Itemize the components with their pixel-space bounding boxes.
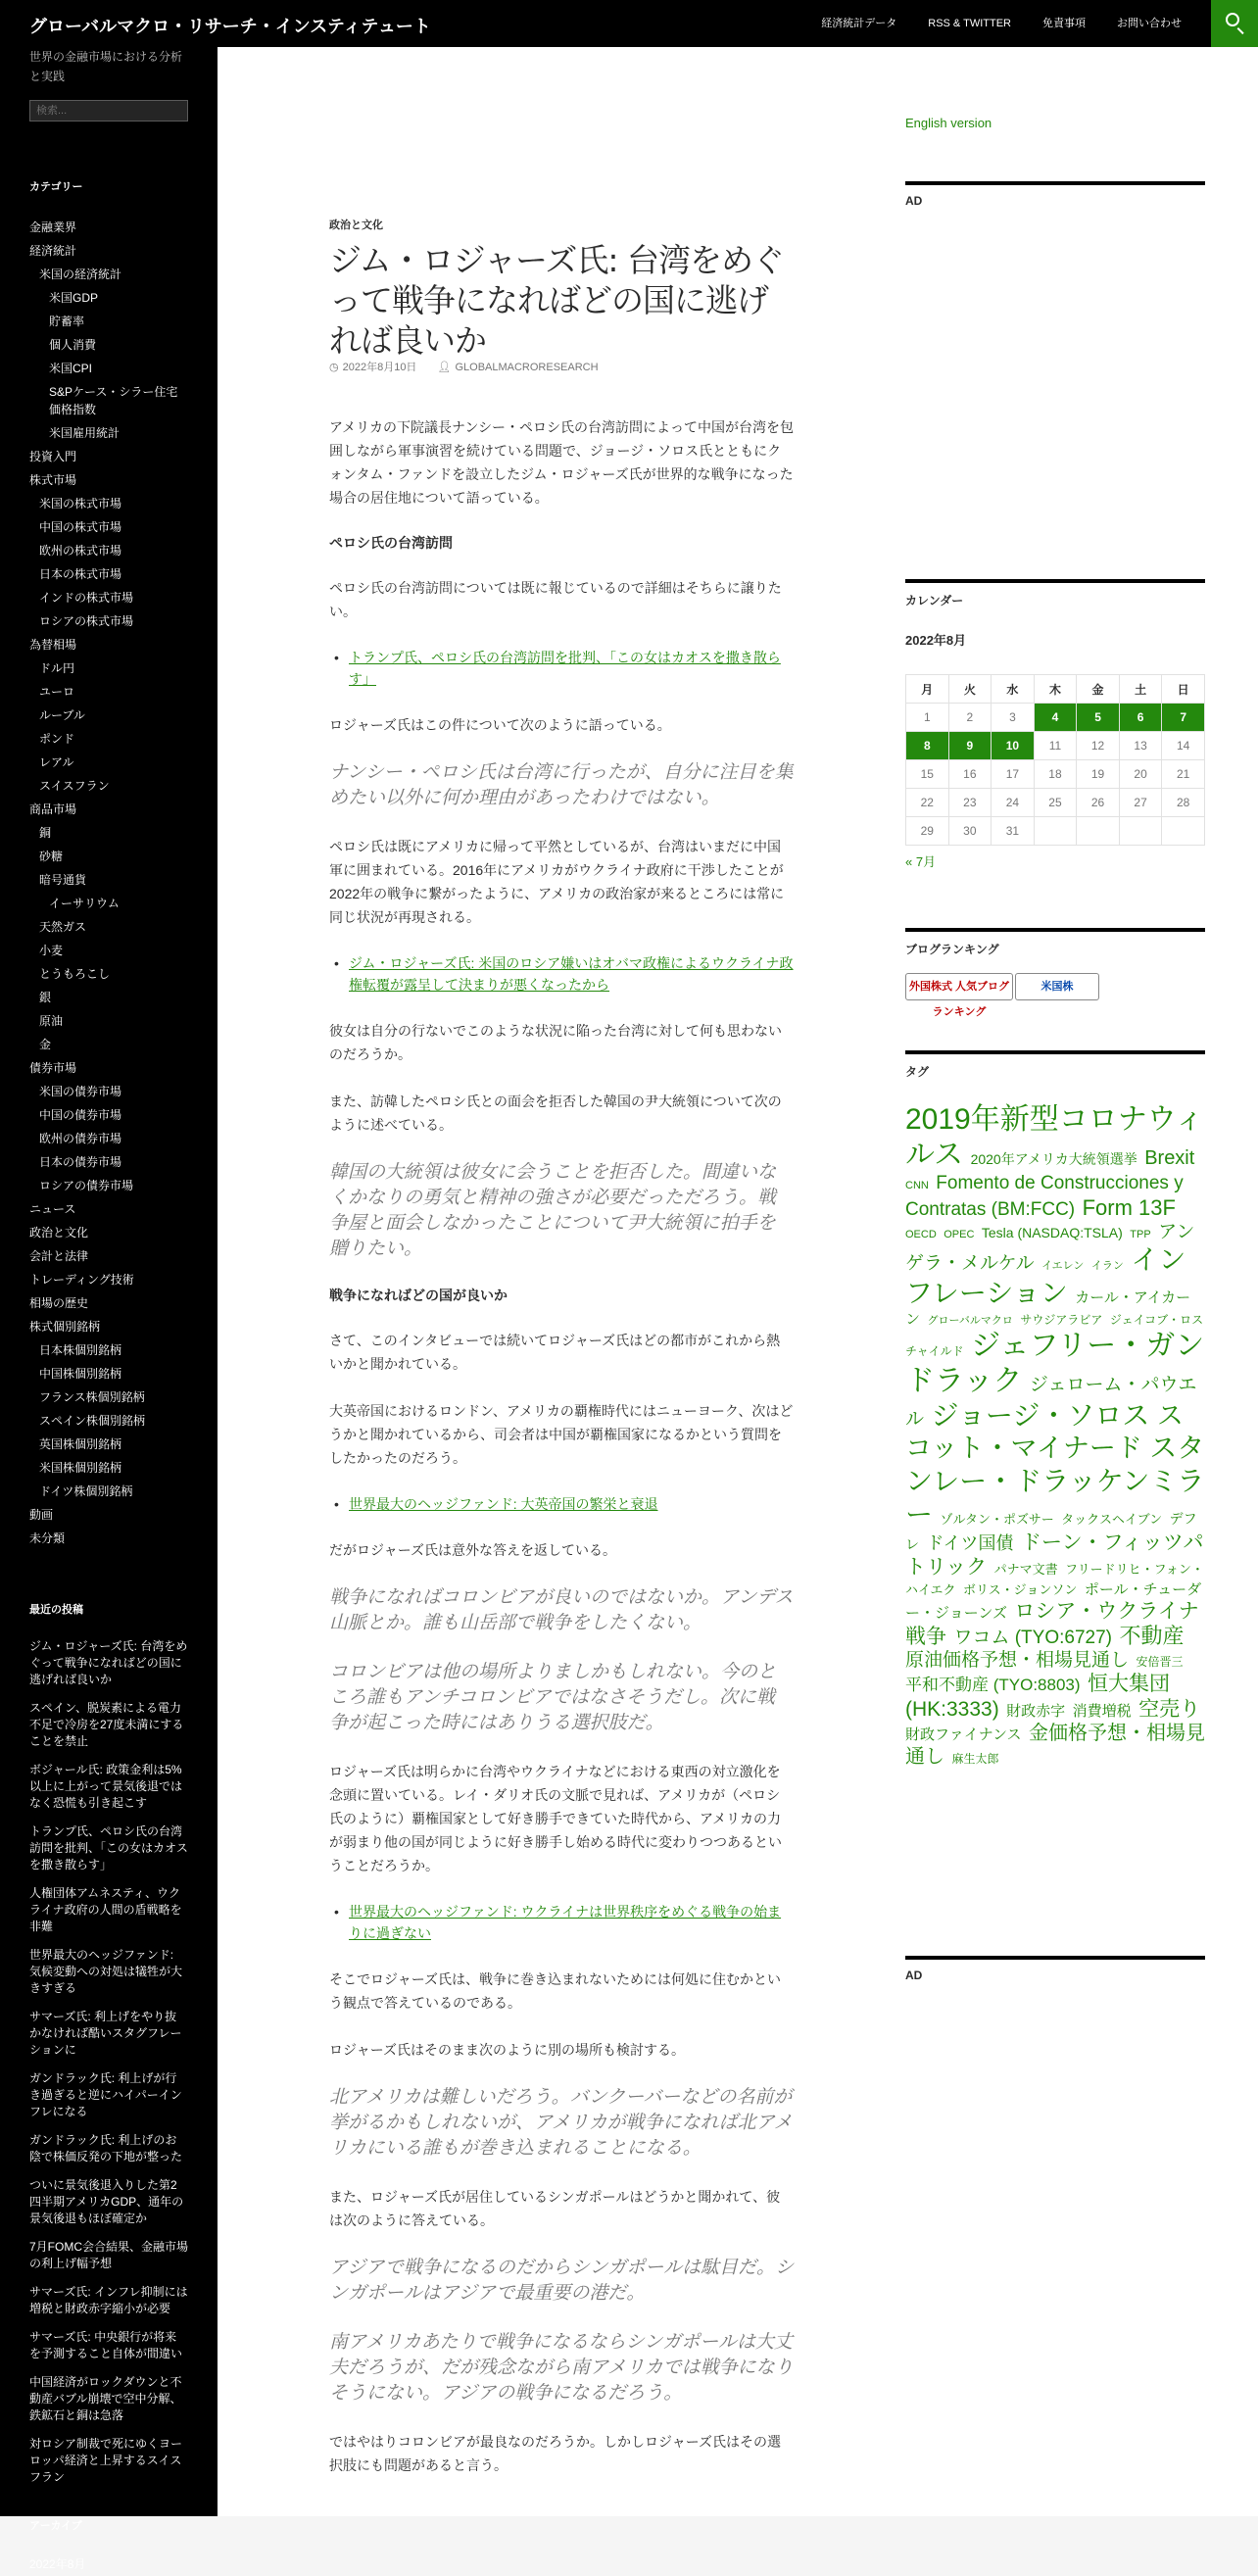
search-toggle-button[interactable] <box>1211 0 1258 47</box>
paragraph: ではやはりコロンビアが最良なのだろうか。しかしロジャーズ氏はその選択肢にも問題があると言う。 <box>329 2434 782 2473</box>
tag-link[interactable]: Form 13F <box>1082 1194 1176 1220</box>
weekday-header: 火 <box>948 675 992 704</box>
ad-title: AD <box>905 194 923 208</box>
weekday-header: 金 <box>1077 675 1120 704</box>
calendar-day: 3 <box>992 704 1035 732</box>
category-item[interactable]: 金融業界 <box>29 220 77 234</box>
ad-widget <box>905 181 1205 208</box>
tag-link[interactable]: ゾルタン・ポズサー <box>940 1511 1054 1527</box>
recent-post-link[interactable]: 対ロシア制裁で死にゆくヨーロッパ経済と上昇するスイスフラン <box>29 2437 183 2484</box>
category-item[interactable]: 中国株個別銘柄 <box>39 1367 122 1381</box>
tag-cloud <box>905 1102 1205 1769</box>
calendar-day: 13 <box>1119 732 1162 760</box>
paragraph: だがロジャーズ氏は意外な答えを返している。 <box>329 1542 617 1558</box>
tag-link[interactable]: 消費増税 <box>1072 1702 1132 1720</box>
section-heading: ペロシ氏の台湾訪問 <box>329 535 453 551</box>
nav-item[interactable]: RSS & TWITTER <box>928 18 1011 29</box>
calendar-day: 23 <box>948 789 992 817</box>
paragraph: また、訪韓したペロシ氏との面会を拒否した韓国の尹大統領について次のように述べている。 <box>329 1094 782 1133</box>
recent-post-link[interactable]: サマーズ氏: 中央銀行が将来を予測すること自体が間違い <box>29 2330 183 2360</box>
clock-icon: ◷ <box>329 362 339 373</box>
category-item[interactable]: 債券市場 <box>29 1061 77 1075</box>
weekday-header: 月 <box>906 675 949 704</box>
category-item[interactable]: 欧州の株式市場 <box>39 544 122 558</box>
calendar-day: 12 <box>1077 732 1120 760</box>
ad-title-2: AD <box>905 1968 923 1982</box>
tag-link[interactable]: スコット・マイナード <box>905 1400 1184 1464</box>
tag-link[interactable]: アンゲラ・メルケル <box>905 1221 1195 1275</box>
ranking-title: ブログランキング <box>905 943 999 956</box>
tag-link[interactable]: ドーン・フィッツパトリック <box>905 1531 1204 1580</box>
recent-post-link[interactable]: 中国経済がロックダウンと不動産バブル崩壊で空中分解、鉄鉱石と銅は急落 <box>29 2375 182 2422</box>
related-post-link[interactable]: ジム・ロジャーズ氏: 米国のロシア嫌いはオバマ政権によるウクライナ政権転覆が露呈して決まりが悪くなったから <box>349 955 794 993</box>
category-item[interactable]: 相場の歴史 <box>29 1296 89 1310</box>
related-post-link[interactable]: 世界最大のヘッジファンド: 大英帝国の繁栄と衰退 <box>349 1496 658 1512</box>
tag-link[interactable]: カール・アイカーン <box>905 1288 1191 1328</box>
category-item[interactable]: 経済統計 <box>29 244 77 258</box>
category-item[interactable]: とうもろこし <box>39 967 111 981</box>
category-item[interactable]: 中国の株式市場 <box>39 520 122 534</box>
category-item[interactable]: 暗号通貨 <box>39 873 87 887</box>
category-item[interactable]: 動画 <box>29 1508 54 1522</box>
blockquote: コロンビアは他の場所よりましかもしれない。今のところ誰もアンチコロンビアではなさそうだし。次に戦争が起こった時にはありうる選択肢だ。 <box>329 1662 777 1733</box>
post-title: ジム・ロジャーズ氏: 台湾をめぐって戦争になればどの国に逃げれば良いか <box>329 241 784 360</box>
category-item[interactable]: 米国の株式市場 <box>39 497 122 510</box>
calendar-day: 19 <box>1077 760 1120 789</box>
blockquote: 韓国の大統領は彼女に会うことを拒否した。間違いなくかなりの勇気と精神の強さが必要だっただろう。戦争屋と面会しなかったことについて尹大統領に拍手を贈りたい。 <box>329 1162 777 1259</box>
calendar-day <box>1077 817 1120 846</box>
categories-title: カテゴリー <box>29 181 83 193</box>
calendar-day[interactable]: 10 <box>992 732 1035 760</box>
calendar-day[interactable]: 4 <box>1034 704 1077 732</box>
tags-widget <box>905 1050 1205 1080</box>
tag-link[interactable]: 金価格予想・相場見通し <box>905 1722 1205 1768</box>
weekday-header: 木 <box>1034 675 1077 704</box>
category-item[interactable]: イーサリウム <box>49 897 120 910</box>
category-item[interactable]: 会計と法律 <box>29 1249 89 1263</box>
search-input[interactable] <box>29 100 188 122</box>
blockquote: 戦争になればコロンビアが良いのではないか。アンデス山脈とか。誰も山岳部で戦争をしたくない。 <box>329 1587 794 1633</box>
tag-link[interactable]: CNN <box>905 1180 929 1191</box>
category-item[interactable]: 金 <box>39 1038 52 1051</box>
calendar-day: 27 <box>1119 789 1162 817</box>
ranking-badge-us-stocks[interactable]: 米国株 <box>1015 973 1099 1000</box>
tag-link[interactable]: 2020年アメリカ大統領選挙 <box>970 1151 1137 1167</box>
tag-link[interactable]: イラン <box>1090 1260 1124 1273</box>
tag-link[interactable]: ジェローム・パウエル <box>905 1374 1197 1430</box>
archive-item[interactable]: 2022年8月 <box>29 2557 86 2571</box>
tag-link[interactable]: 財政赤字 <box>1006 1702 1066 1720</box>
blockquote: アジアで戦争になるのだからシンガポールは駄目だ。シンガポールはアジアで最重要の港だ。 <box>329 2258 794 2304</box>
category-item[interactable]: 原油 <box>39 1014 64 1028</box>
related-post-link[interactable]: 世界最大のヘッジファンド: ウクライナは世界秩序をめぐる戦争の始まりに過ぎない <box>349 1904 782 1941</box>
calendar-day: 11 <box>1034 732 1077 760</box>
calendar-day: 24 <box>992 789 1035 817</box>
paragraph: ロジャーズ氏は明らかに台湾やウクライナなどにおける東西の対立激化を念頭に置いている。レイ・ダリオ氏の文脈で見れば、アメリカが（ペロシ氏のように）覇権国家として好き勝手できていた時代から、アメリカの力が弱まり他の国が同じように好き勝手し始める時代に変わりつつあるということだろうか。 <box>329 1764 782 1873</box>
tag-link[interactable]: 2019年新型コロナウィルス <box>905 1103 1204 1171</box>
category-item[interactable]: 米国CPI <box>49 362 93 375</box>
calendar-day: 25 <box>1034 789 1077 817</box>
category-item[interactable]: S&Pケース・シラー住宅価格指数 <box>49 385 178 416</box>
paragraph: また、ロジャーズ氏が居住しているシンガポールはどうかと聞かれて、彼は次のように答えている。 <box>329 2189 781 2228</box>
category-item[interactable]: 中国の債券市場 <box>39 1108 122 1122</box>
site-tagline: 世界の金融市場における分析と実践 <box>29 50 183 83</box>
tag-link[interactable]: 財政ファイナンス <box>905 1725 1022 1743</box>
post-category[interactable]: 政治と文化 <box>329 219 383 231</box>
calendar-day: 14 <box>1162 732 1205 760</box>
calendar-day: 16 <box>948 760 992 789</box>
tag-link[interactable]: デフレ <box>905 1510 1197 1553</box>
nav-item[interactable]: お問い合わせ <box>1117 18 1182 29</box>
user-icon: 👤︎ <box>437 362 452 373</box>
calendar-day: 20 <box>1119 760 1162 789</box>
calendar-day: 15 <box>906 760 949 789</box>
tag-link[interactable]: パナマ文書 <box>993 1562 1058 1578</box>
recent-post-link[interactable]: 人権団体アムネスティ、ウクライナ政府の人間の盾戦略を非難 <box>29 1886 182 1933</box>
category-item[interactable]: ドイツ株個別銘柄 <box>39 1484 133 1498</box>
category-item[interactable]: 株式市場 <box>29 473 77 487</box>
calendar-day: 17 <box>992 760 1035 789</box>
paragraph: ロジャーズ氏はそのまま次のように別の場所も検討する。 <box>329 2042 686 2058</box>
category-item[interactable]: 商品市場 <box>29 802 77 816</box>
calendar-day <box>1119 817 1162 846</box>
post-date[interactable]: 2022年8月10日 <box>342 362 417 373</box>
tag-link[interactable]: インフレーション <box>905 1244 1186 1308</box>
calendar-day: 30 <box>948 817 992 846</box>
tag-link[interactable]: Fomento de Construcciones y Contratas (BM:FCC) <box>905 1173 1184 1220</box>
tag-link[interactable]: フリードリヒ・フォン・ハイエク <box>905 1562 1204 1597</box>
category-item[interactable]: ポンド <box>39 732 75 746</box>
tag-link[interactable]: 平和不動産 (TYO:8803) <box>905 1676 1081 1695</box>
category-item[interactable]: 米国の経済統計 <box>39 267 122 281</box>
calendar-widget <box>905 579 1205 608</box>
recent-post-link[interactable]: ついに景気後退入りした第2四半期アメリカGDP、通年の景気後退もほぼ確定か <box>29 2178 184 2225</box>
tag-link[interactable]: 恒大集団 (HK:3333) <box>905 1673 1170 1721</box>
main-content <box>218 47 1258 2516</box>
ranking-widget <box>905 928 1205 957</box>
archive-title: アーカイブ <box>29 2520 82 2532</box>
tag-link[interactable]: イエレン <box>1041 1260 1085 1273</box>
calendar-day: 18 <box>1034 760 1077 789</box>
paragraph: 大英帝国におけるロンドン、アメリカの覇権時代にはニューヨーク、次はどうかと聞かれているから、司会者は中国が覇権国家になるかという質問をしたかったのだろう。 <box>329 1403 794 1466</box>
paragraph: そこでロジャーズ氏は、戦争に巻き込まれないためには何処に住むかという観点で答えているのである。 <box>329 1971 782 2011</box>
left-sidebar <box>0 47 218 2571</box>
category-item[interactable]: 貯蓄率 <box>49 315 85 328</box>
calendar-day: 31 <box>992 817 1035 846</box>
tag-link[interactable]: サウジアラビア <box>1020 1312 1103 1327</box>
blockquote: 北アメリカは難しいだろう。バンクーバーなどの名前が挙がるかもしれないが、アメリカが戦争になれば北アメリカにいる誰もが巻き込まれることになる。 <box>329 2087 793 2159</box>
ad-widget-2 <box>905 1956 1205 1982</box>
category-item[interactable]: ロシアの株式市場 <box>39 614 134 628</box>
calendar-day: 28 <box>1162 789 1205 817</box>
category-item[interactable]: 日本株個別銘柄 <box>39 1343 122 1357</box>
calendar-day: 2 <box>948 704 992 732</box>
tag-link[interactable]: ジェイコブ・ロスチャイルド <box>905 1312 1204 1358</box>
category-item[interactable]: 日本の株式市場 <box>39 567 122 581</box>
tag-link[interactable]: ポール・チューダー・ジョーンズ <box>905 1580 1202 1622</box>
category-item[interactable]: 英国株個別銘柄 <box>39 1437 122 1451</box>
category-item[interactable]: 米国株個別銘柄 <box>39 1461 122 1475</box>
paragraph: ペロシ氏の台湾訪問については既に報じているので詳細はそちらに譲りたい。 <box>329 580 782 619</box>
category-item[interactable]: 政治と文化 <box>29 1226 89 1239</box>
category-item[interactable]: 銅 <box>39 826 52 840</box>
tag-link[interactable]: グローバルマクロ <box>927 1314 1013 1327</box>
recent-post-link[interactable]: サマーズ氏: 利上げをやり抜かなければ酷いスタグフレーションに <box>29 2010 182 2057</box>
category-item[interactable]: 未分類 <box>29 1531 66 1545</box>
tag-link[interactable]: ロシア・ウクライナ戦争 <box>905 1599 1199 1648</box>
category-item[interactable]: 為替相場 <box>29 638 77 652</box>
tag-link[interactable]: ドイツ国債 <box>926 1533 1014 1554</box>
site-title[interactable]: グローバルマクロ・リサーチ・インスティテュート <box>29 17 431 36</box>
recent-post-link[interactable]: ジム・ロジャーズ氏: 台湾をめぐって戦争になればどの国に逃げれば良いか <box>29 1639 188 1686</box>
recent-post-link[interactable]: スペイン、脱炭素による電力不足で冷房を27度未満にすることを禁止 <box>29 1701 184 1748</box>
calendar-table <box>905 674 1205 846</box>
category-item[interactable]: 銀 <box>39 991 52 1004</box>
category-item[interactable]: 天然ガス <box>39 920 87 934</box>
related-post-item <box>329 1901 794 1944</box>
category-item[interactable]: フランス株個別銘柄 <box>39 1390 145 1404</box>
paragraph: アメリカの下院議長ナンシー・ペロシ氏の台湾訪問によって中国が台湾を包囲しながら軍事演習を続けている問題で、ジョージ・ソロス氏とともにクォンタム・ファンドを設立したジム・ロジャーズ氏が世界的な戦争になった場合の居住地について語っている。 <box>329 419 794 506</box>
post-meta <box>329 359 616 374</box>
calendar-title: カレンダー <box>905 594 964 608</box>
category-item[interactable]: 米国雇用統計 <box>49 426 121 440</box>
calendar-day[interactable]: 6 <box>1119 704 1162 732</box>
category-item[interactable]: 米国の債券市場 <box>39 1085 122 1098</box>
calendar-day <box>1034 817 1077 846</box>
post-body <box>329 415 794 2501</box>
nav-item[interactable]: 経済統計データ <box>821 18 897 29</box>
related-post-link[interactable]: トランプ氏、ペロシ氏の台湾訪問を批判、「この女はカオスを撒き散らす」 <box>349 650 781 687</box>
tag-link[interactable]: タックスヘイブン <box>1061 1511 1163 1527</box>
blockquote: 南アメリカあたりで戦争になるならシンガポールは大丈夫だろうが、だが残念ながら南アメリカでは戦争になりそうにない。アジアの戦争になるだろう。 <box>329 2332 794 2404</box>
calendar-day[interactable]: 7 <box>1162 704 1205 732</box>
recent-post-link[interactable]: 7月FOMC会合結果、金融市場の利上げ幅予想 <box>29 2240 189 2270</box>
recent-posts-list <box>29 1638 188 2486</box>
primary-nav <box>805 0 1197 47</box>
category-item[interactable]: 小麦 <box>39 944 64 957</box>
tag-link[interactable]: TPP <box>1130 1228 1151 1240</box>
calendar-day: 21 <box>1162 760 1205 789</box>
related-post-item <box>329 1493 794 1515</box>
related-post-item <box>329 647 794 690</box>
category-item[interactable]: 日本の債券市場 <box>39 1155 122 1169</box>
tags-title: タグ <box>905 1065 930 1079</box>
category-item[interactable]: インドの株式市場 <box>39 591 134 605</box>
recent-post-link[interactable]: ボジャール氏: 政策金利は5%以上に上がって景気後退ではなく恐慌も引き起こす <box>29 1763 183 1810</box>
calendar-day[interactable]: 9 <box>948 732 992 760</box>
tag-link[interactable]: 原油価格予想・相場見通し <box>905 1649 1130 1671</box>
calendar-day: 26 <box>1077 789 1120 817</box>
tag-link[interactable]: ジェフリー・ガンドラック <box>905 1329 1205 1397</box>
recent-post-link[interactable]: サマーズ氏: インフレ抑制には増税と財政赤字縮小が必要 <box>29 2285 188 2315</box>
tag-link[interactable]: 安倍晋三 <box>1136 1654 1184 1669</box>
category-list <box>29 216 188 1550</box>
blockquote: ナンシー・ペロシ氏は台湾に行ったが、自分に注目を集めたい以外に何か理由があったわけではない。 <box>329 762 794 808</box>
tag-link[interactable]: ワコム (TYO:6727) <box>953 1627 1112 1648</box>
tag-link[interactable]: ジョージ・ソロス <box>931 1399 1150 1431</box>
calendar-caption: 2022年8月 <box>905 633 967 648</box>
calendar-day[interactable]: 8 <box>906 732 949 760</box>
section-heading: 戦争になればどの国が良いか <box>329 1288 508 1303</box>
tag-link[interactable]: Tesla (NASDAQ:TSLA) <box>981 1224 1123 1240</box>
ranking-badge-foreign-stocks[interactable]: 外国株式 人気ブログランキング <box>905 973 1013 1000</box>
tag-link[interactable]: ボリス・ジョンソン <box>962 1581 1078 1597</box>
related-post-item <box>329 952 794 996</box>
category-item[interactable]: 米国GDP <box>49 291 99 305</box>
calendar-day: 29 <box>906 817 949 846</box>
recent-post-link[interactable]: トランプ氏、ペロシ氏の台湾訪問を批判、「この女はカオスを撒き散らす」 <box>29 1824 188 1871</box>
search-icon <box>1226 13 1239 26</box>
weekday-header: 土 <box>1119 675 1162 704</box>
tag-link[interactable]: OECD <box>905 1228 937 1240</box>
paragraph: さて、このインタビューでは続いてロジャーズ氏はどの都市がこれから熱いかと聞かれている。 <box>329 1333 781 1372</box>
category-item[interactable]: ニュース <box>29 1202 76 1216</box>
tag-link[interactable]: 空売り <box>1138 1697 1201 1721</box>
recent-post-link[interactable]: 世界最大のヘッジファンド: 気候変動への対処は犠牲が大きすぎる <box>29 1948 183 1995</box>
weekday-header: 日 <box>1162 675 1205 704</box>
category-item[interactable]: スイスフラン <box>39 779 110 793</box>
prev-month-link[interactable]: « 7月 <box>905 854 937 869</box>
calendar-day[interactable]: 5 <box>1077 704 1120 732</box>
nav-item[interactable]: 免責事項 <box>1042 18 1086 29</box>
tag-link[interactable]: 麻生太郎 <box>951 1751 999 1766</box>
category-item[interactable]: ロシアの債券市場 <box>39 1179 134 1192</box>
tag-link[interactable]: 不動産 <box>1119 1623 1185 1648</box>
category-item[interactable]: 欧州の債券市場 <box>39 1132 122 1145</box>
calendar-day: 1 <box>906 704 949 732</box>
paragraph: ペロシ氏は既にアメリカに帰って平然としているが、台湾はいまだに中国軍に囲まれている。2016年にアメリカがウクライナ政府に干渉したことが2022年の戦争に繋がったように、アメリカの政治家が来るところには常に同じ状況が再現される。 <box>329 839 785 925</box>
tag-link[interactable]: スタンレー・ドラッケンミラー <box>905 1433 1205 1530</box>
tag-link[interactable]: Brexit <box>1144 1147 1195 1169</box>
weekday-header: 水 <box>992 675 1035 704</box>
tag-link[interactable]: OPEC <box>944 1228 975 1240</box>
recent-post-link[interactable]: ガンドラック氏: 利上げが行き過ぎると逆にハイパーインフレになる <box>29 2071 182 2118</box>
calendar-day: 22 <box>906 789 949 817</box>
category-item[interactable]: ドル円 <box>39 661 75 675</box>
recent-posts-title: 最近の投稿 <box>29 1604 83 1616</box>
category-item[interactable]: レアル <box>39 755 74 769</box>
english-version-link[interactable]: English version <box>905 116 992 130</box>
category-item[interactable]: 株式個別銘柄 <box>29 1320 101 1334</box>
category-item[interactable]: 砂糖 <box>39 850 64 863</box>
calendar-day <box>1162 817 1205 846</box>
top-bar <box>0 0 1258 47</box>
category-item[interactable]: ユーロ <box>39 685 75 699</box>
category-item[interactable]: スペイン株個別銘柄 <box>39 1414 146 1428</box>
post-author[interactable]: GLOBALMACRORESEARCH <box>455 362 599 373</box>
recent-post-link[interactable]: ガンドラック氏: 利上げのお陰で株価反発の下地が整った <box>29 2133 183 2163</box>
category-item[interactable]: トレーディング技術 <box>29 1273 134 1287</box>
paragraph: ロジャーズ氏はこの件について次のように語っている。 <box>329 717 671 733</box>
category-item[interactable]: 個人消費 <box>49 338 97 352</box>
category-item[interactable]: 投資入門 <box>29 450 77 463</box>
category-item[interactable]: ルーブル <box>39 708 85 722</box>
paragraph: 彼女は自分の行ないでこのような状況に陥った台湾に対して何も思わないのだろうか。 <box>329 1023 782 1062</box>
